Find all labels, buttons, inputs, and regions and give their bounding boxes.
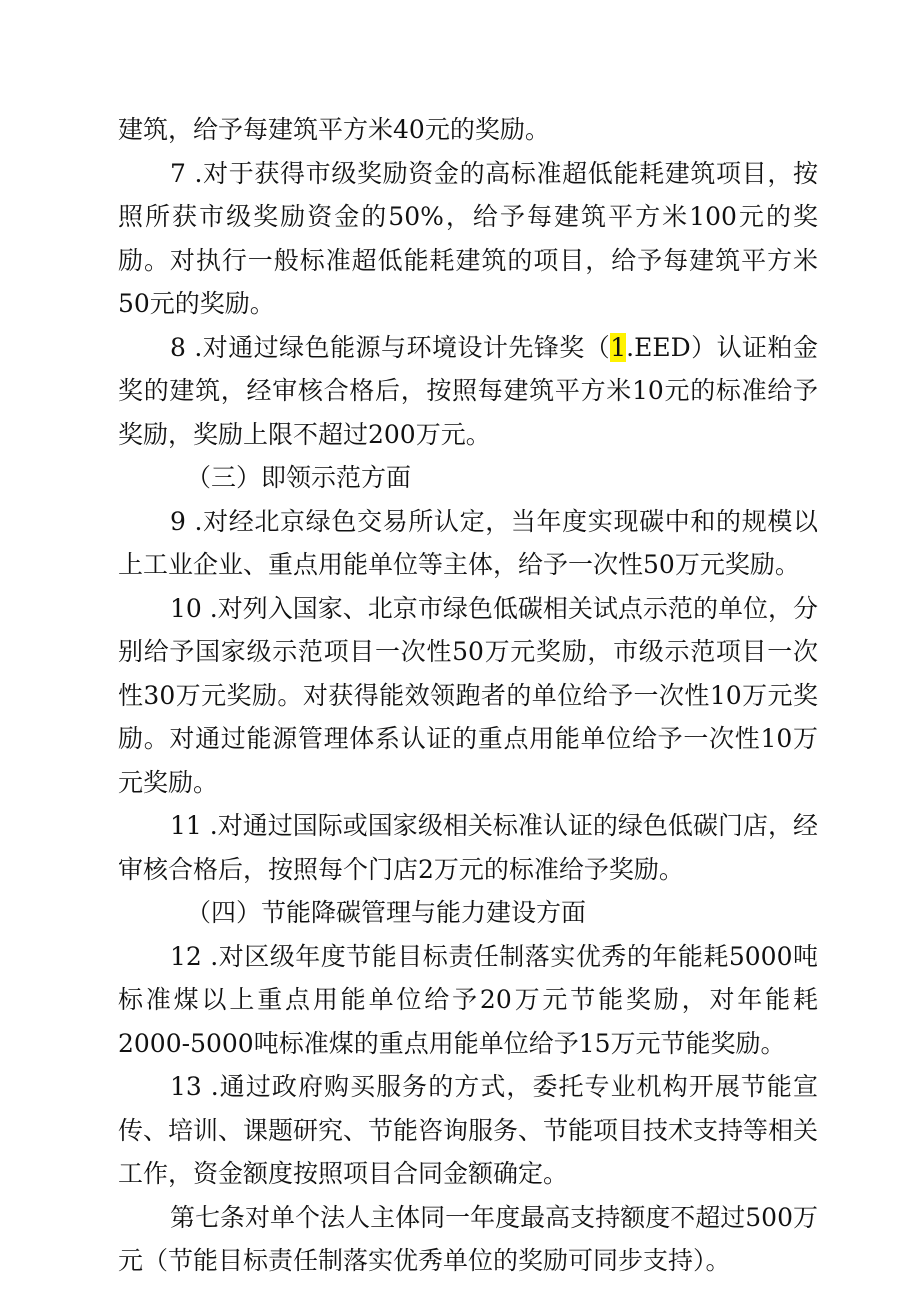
section-heading-3: （三）即领示范方面: [186, 463, 412, 492]
section-heading-4: （四）节能降碳管理与能力建设方面: [186, 898, 587, 927]
item-10-paragraph: 10 .对列入国家、北京市绿色低碳相关试点示范的单位，分别给予国家级示范项目一次性50万元奖励，市级示范项目一次性30万元奖励。对获得能效领跑者的单位给予一次性10万元奖励。对通过能源管理体系认证的重点用能单位给予一次性10万元奖励。: [118, 593, 818, 797]
highlighted-text: 1: [610, 332, 627, 362]
item-9-paragraph: 9 .对经北京绿色交易所认定，当年度实现碳中和的规模以上工业企业、重点用能单位等主体，给予一次性50万元奖励。: [118, 506, 818, 579]
item-13-paragraph: 13 .通过政府购买服务的方式，委托专业机构开展节能宣传、培训、课题研究、节能咨询服务、节能项目技术支持等相关工作，资金额度按照项目合同金额确定。: [118, 1072, 819, 1188]
item-8-text-after: .EED）认证粕金奖的建筑，经审核合格后，按照每建筑平方米10元的标准给予奖励，奖励上限不超过200万元。: [118, 332, 818, 449]
paragraph-continuation: 建筑，给予每建筑平方米40元的奖励。: [118, 115, 550, 144]
item-12-paragraph: 12 .对区级年度节能目标责任制落实优秀的年能耗5000吨标准煤以上重点用能单位给予20万元节能奖励，对年能耗2000-5000吨标准煤的重点用能单位给予15万元节能奖励。: [118, 941, 818, 1058]
item-7-paragraph: 7 .对于获得市级奖励资金的高标准超低能耗建筑项目，按照所获市级奖励资金的50%，给予每建筑平方米100元的奖励。对执行一般标准超低能耗建筑的项目，给予每建筑平方米50元的奖励。: [118, 158, 818, 318]
item-8-paragraph: [118, 326, 818, 457]
item-11-paragraph: 11 .对通过国际或国家级相关标准认证的绿色低碳门店，经审核合格后，按照每个门店2万元的标准给予奖励。: [118, 811, 818, 884]
item-8-text-before: 8 .对通过绿色能源与环境设计先锋奖（: [170, 332, 611, 362]
article-7-paragraph: 第七条对单个法人主体同一年度最高支持额度不超过500万元（节能目标责任制落实优秀单位的奖励可同步支持）。: [118, 1202, 818, 1275]
document-body: [118, 108, 818, 1283]
